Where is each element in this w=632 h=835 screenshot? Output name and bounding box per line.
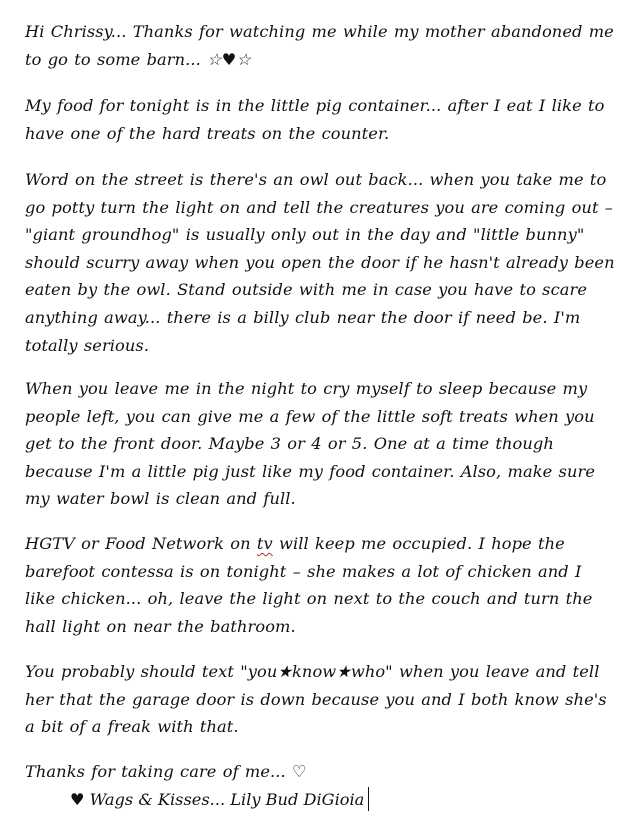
greeting-paragraph: Hi Chrissy... Thanks for watching me while my mother abandoned me to go to some barn... ☆♥☆	[25, 22, 614, 69]
owl-paragraph: Word on the street is there's an owl out back... when you take me to go potty turn the light on and tell the creatures you are coming out – "giant groundhog" is usually only out in the day and "little bunny" should scurry away when you open the door if he hasn't already been eaten by the owl. Stand outside with me in case you have to scare anything away... there is a billy club near the door if need be. I'm totally serious.	[25, 170, 615, 355]
text-paragraph: You probably should text "you★know★who" when you leave and tell her that the garage door is down because you and I both know she's a bit of a freak with that.	[25, 662, 607, 737]
tv-paragraph	[25, 530, 615, 640]
night-paragraph: When you leave me in the night to cry myself to sleep because my people left, you can give me a few of the little soft treats when you get to the front door. Maybe 3 or 4 or 5. One at a time though because I'm a little pig just like my food container. Also, make sure my water bowl is clean and full.	[25, 379, 596, 509]
signature-line	[70, 786, 369, 814]
spellcheck-word[interactable]: tv	[256, 534, 273, 553]
thanks-line: Thanks for taking care of me... ♡	[25, 762, 307, 781]
tv-text-end: will keep me occupied. I hope the barefoot contessa is on tonight – she makes a lot of chicken and I like chicken... oh, leave the light on next to the couch and turn the hall light on near the bathroom.	[25, 534, 593, 636]
food-paragraph: My food for tonight is in the little pig container... after I eat I like to have one of the hard treats on the counter.	[25, 96, 605, 143]
text-cursor	[368, 787, 369, 811]
tv-text-start: HGTV or Food Network on	[25, 534, 257, 553]
signature-text: ♥ Wags & Kisses... Lily Bud DiGioia	[70, 790, 365, 809]
